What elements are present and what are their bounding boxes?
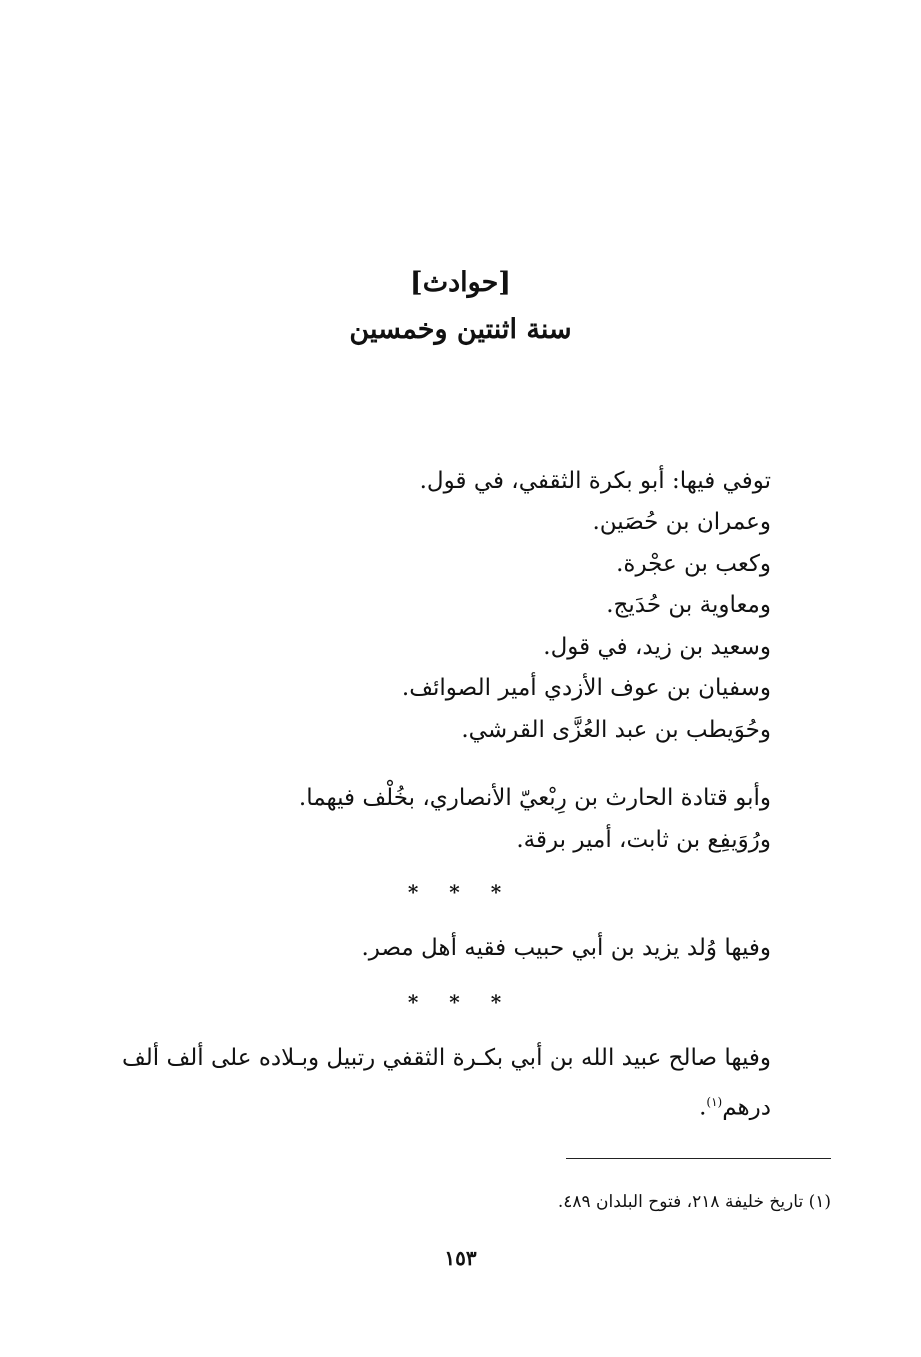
event-paragraph-line: وفيها صالح عبيد الله بن أبي بكـرة الثقفي رتبيل وبـلاده على ألف ألف (121, 1045, 771, 1071)
event-period: . (699, 1094, 707, 1121)
footnote: (١) تاريخ خليفة ٢١٨، فتوح البلدان ٤٨٩. (557, 1192, 831, 1212)
death-entry: ومعاوية بن حُدَيج. (606, 592, 771, 618)
footnote-divider (566, 1158, 831, 1159)
section-separator: * * * (407, 880, 514, 904)
death-entry: وسفيان بن عوف الأزدي أمير الصوائف. (401, 675, 771, 701)
death-entry: وعمران بن حُصَين. (592, 509, 771, 535)
section-label: [حوادث] (409, 267, 512, 298)
death-entry: وحُوَيطب بن عبد العُزَّى القرشي. (461, 717, 771, 743)
disputed-death-entry: وأبو قتادة الحارث بن رِبْعيّ الأنصاري، بخُلْف فيهما. (298, 785, 771, 811)
footnote-reference[interactable]: (١) (706, 1095, 723, 1109)
event-paragraph-line-end (699, 1086, 771, 1124)
page-number: ١٥٣ (444, 1246, 477, 1270)
death-entry: وسعيد بن زيد، في قول. (543, 634, 771, 660)
section-separator: * * * (407, 990, 514, 1014)
birth-entry: وفيها وُلد يزيد بن أبي حبيب فقيه أهل مصر. (361, 935, 771, 961)
event-text: درهم (722, 1094, 771, 1121)
year-title: سنة اثنتين وخمسين (349, 314, 572, 345)
disputed-death-entry: ورُوَيفِع بن ثابت، أمير برقة. (516, 827, 771, 853)
death-entry: وكعب بن عجْرة. (616, 551, 771, 577)
death-entry: توفي فيها: أبو بكرة الثقفي، في قول. (419, 468, 771, 494)
